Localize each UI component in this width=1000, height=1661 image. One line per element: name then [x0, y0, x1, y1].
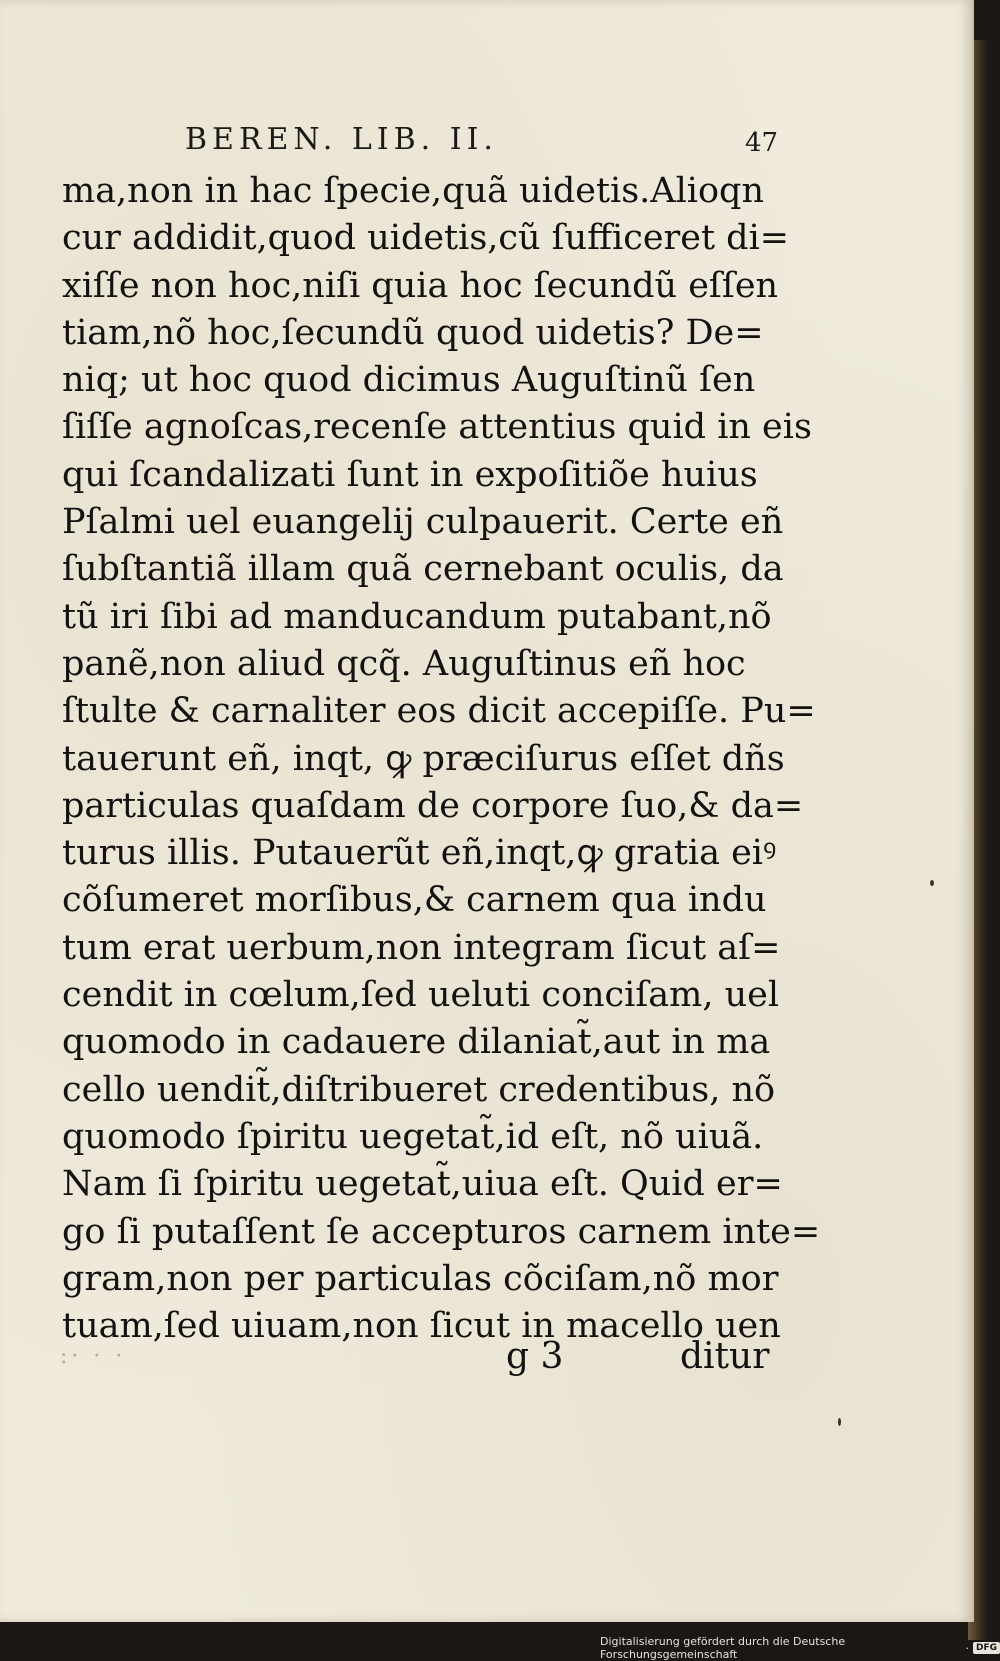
text-line: tiam,nõ hoc,ſecundũ quod uidetis? De= [62, 312, 764, 353]
ink-speck [838, 1418, 841, 1426]
credit-text: Digitalisierung gefördert durch die Deutsche Forschungsgemeinschaft [600, 1635, 846, 1661]
text-line: quomodo in cadauere dilaniat̃,aut in ma [62, 1022, 771, 1063]
catchword: ditur [680, 1336, 770, 1377]
text-line: tũ iri ſibi ad manducandum putabant,nõ [62, 596, 772, 637]
bleed-through-mark: :· · · [60, 1344, 127, 1369]
text-line: qui ſcandalizati ſunt in expoſitiõe huius [62, 454, 758, 495]
text-line: go ſi putaſſent ſe accepturos carnem inte= [62, 1211, 821, 1252]
text-line: tauerunt eñ, inqt, ꝙ præciſurus eſſet dñs [62, 738, 785, 779]
signature-mark: g 3 [506, 1336, 564, 1377]
text-line: ſubſtantiã illam quã cernebant oculis, da [62, 549, 784, 590]
text-line: ma,non in hac ſpecie,quã uidetis.Alioqn [62, 171, 764, 211]
text-line: turus illis. Putauerũt eñ,inqt,ꝙ gratia eiꝰ [62, 833, 777, 874]
page-header [185, 122, 785, 162]
dfg-logo: DFG [973, 1642, 1000, 1654]
text-line: cur addidit,quod uidetis,cũ ſufficeret di= [62, 218, 790, 259]
text-line: quomodo ſpiritu uegetat̃,id eſt, nõ uiuã. [62, 1116, 764, 1157]
ink-speck [930, 880, 934, 886]
text-line: tuam,ſed uiuam,non ſicut in macello uen [62, 1306, 781, 1347]
body-text [62, 168, 821, 1350]
text-line: cõſumeret morſibus,& carnem qua indu [62, 880, 767, 921]
text-line: niq; ut hoc quod dicimus Auguſtinũ ſen [62, 360, 756, 401]
text-line: panẽ,non aliud qcq̃. Auguſtinus eñ hoc [62, 643, 746, 684]
credit-bar [600, 1635, 1000, 1661]
text-line: particulas quaſdam de corpore ſuo,& da= [62, 785, 804, 826]
text-line: Nam ſi ſpiritu uegetat̃,uiua eſt. Quid er= [62, 1164, 783, 1205]
text-line: xiſſe non hoc,niſi quia hoc ſecundũ eſſen [62, 265, 779, 306]
text-line: gram,non per particulas cõciſam,nõ mor [62, 1258, 779, 1299]
running-head: BEREN. LIB. II. [185, 122, 498, 157]
folio-number: 47 [745, 128, 779, 158]
text-line: cello uendit̃,diſtribueret credentibus, nõ [62, 1069, 776, 1110]
credit-separator: · [965, 1641, 969, 1655]
text-line: cendit in cœlum,ſed ueluti conciſam, uel [62, 975, 780, 1016]
text-line: tum erat uerbum,non integram ſicut aſ= [62, 927, 781, 968]
text-line: Pſalmi uel euangelij culpauerit. Certe eñ [62, 502, 784, 543]
page-footer [60, 1336, 800, 1386]
text-line: ſtulte & carnaliter eos dicit accepiſſe. Pu= [62, 691, 816, 732]
text-line: ſiſſe agnoſcas,recenſe attentius quid in eis [62, 407, 812, 448]
